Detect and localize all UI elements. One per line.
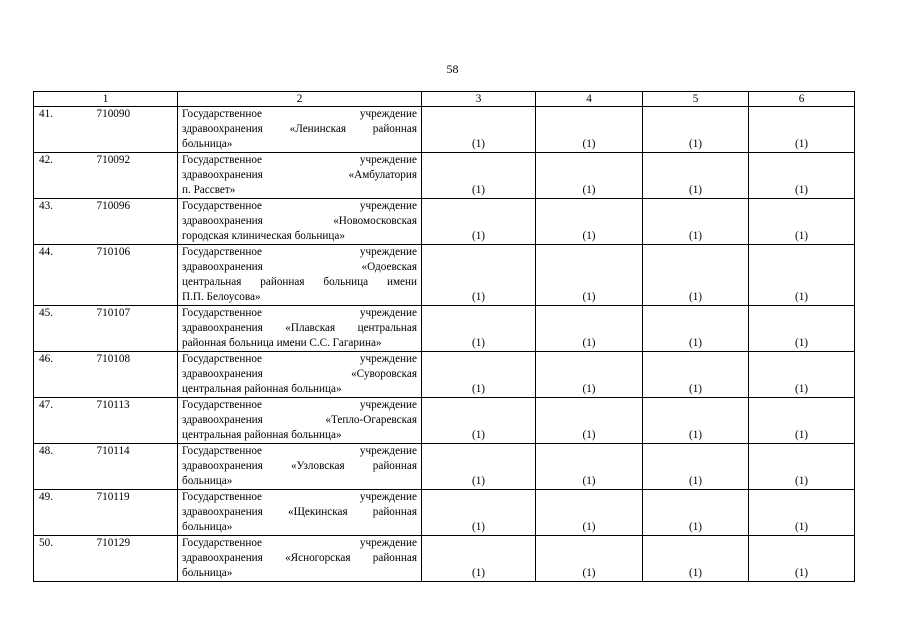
institution-name-line: центральная районная больница имени [182,276,417,288]
institution-code: 710113 [97,398,178,444]
value-cell-4: (1) [536,444,643,490]
value-cell-3: (1) [422,352,536,398]
value-cell-3: (1) [422,245,536,306]
institution-code: 710108 [97,352,178,398]
institution-name-line: П.П. Белоусова» [182,291,261,303]
institution-name-line: центральная районная больница» [182,383,342,395]
institution-code: 710114 [97,444,178,490]
institution-name-line: здравоохранения «Суворовская [182,368,417,380]
table-row [34,352,855,398]
value-cell-5: (1) [643,153,749,199]
institution-code: 710107 [97,306,178,352]
value-cell-4: (1) [536,199,643,245]
row-number: 42. [34,153,97,199]
institution-name-line: Государственное учреждение [182,445,417,457]
institution-name-line: Государственное учреждение [182,353,417,365]
value-cell-3: (1) [422,444,536,490]
institution-name-line: больница» [182,521,233,533]
row-number: 46. [34,352,97,398]
value-cell-5: (1) [643,107,749,153]
institutions-table [33,91,855,582]
institution-name-line: здравоохранения «Новомосковская [182,215,417,227]
table-row [34,536,855,582]
column-header-1: 1 [34,92,178,107]
value-cell-4: (1) [536,352,643,398]
table-row [34,199,855,245]
institution-name-line: Государственное учреждение [182,154,417,166]
institution-code: 710129 [97,536,178,582]
value-cell-6: (1) [749,398,855,444]
institution-name-line: здравоохранения «Амбулатория [182,169,417,181]
institution-code: 710092 [97,153,178,199]
table-header-row [34,92,855,107]
institution-name-line: Государственное учреждение [182,307,417,319]
value-cell-3: (1) [422,490,536,536]
row-number: 45. [34,306,97,352]
institution-code: 710119 [97,490,178,536]
row-number: 50. [34,536,97,582]
value-cell-4: (1) [536,245,643,306]
value-cell-6: (1) [749,536,855,582]
institution-name-line: больница» [182,138,233,150]
value-cell-5: (1) [643,490,749,536]
institution-name [178,107,422,153]
institution-name [178,444,422,490]
page-number: 58 [446,62,459,76]
value-cell-3: (1) [422,306,536,352]
institution-name-line: больница» [182,475,233,487]
column-header-2: 2 [178,92,422,107]
institution-code: 710096 [97,199,178,245]
value-cell-6: (1) [749,490,855,536]
institution-name-line: Государственное учреждение [182,537,417,549]
value-cell-3: (1) [422,107,536,153]
institution-name-line: здравоохранения «Узловская районная [182,460,417,472]
institution-name-line: больница» [182,567,233,579]
institution-name-line: районная больница имени С.С. Гагарина» [182,337,382,349]
table-row [34,107,855,153]
row-number: 48. [34,444,97,490]
institution-name-line: городская клиническая больница» [182,230,345,242]
value-cell-4: (1) [536,107,643,153]
institution-name-line: Государственное учреждение [182,108,417,120]
institution-name-line: п. Рассвет» [182,184,236,196]
value-cell-6: (1) [749,199,855,245]
table-row [34,490,855,536]
row-number: 43. [34,199,97,245]
value-cell-4: (1) [536,306,643,352]
institution-code: 710106 [97,245,178,306]
value-cell-3: (1) [422,398,536,444]
institution-name [178,490,422,536]
institution-name-line: Государственное учреждение [182,246,417,258]
value-cell-6: (1) [749,306,855,352]
value-cell-5: (1) [643,352,749,398]
column-header-4: 4 [536,92,643,107]
institution-name [178,398,422,444]
value-cell-4: (1) [536,153,643,199]
value-cell-5: (1) [643,398,749,444]
value-cell-3: (1) [422,536,536,582]
value-cell-5: (1) [643,245,749,306]
column-header-3: 3 [422,92,536,107]
institution-name [178,352,422,398]
institution-name-line: Государственное учреждение [182,399,417,411]
value-cell-6: (1) [749,444,855,490]
institution-name-line: здравоохранения «Тепло-Огаревская [182,414,417,426]
institution-name-line: Государственное учреждение [182,491,417,503]
value-cell-5: (1) [643,444,749,490]
value-cell-5: (1) [643,199,749,245]
value-cell-4: (1) [536,398,643,444]
institution-name [178,199,422,245]
institution-name-line: здравоохранения «Одоевская [182,261,417,273]
row-number: 41. [34,107,97,153]
value-cell-4: (1) [536,490,643,536]
institution-name-line: здравоохранения «Щекинская районная [182,506,417,518]
value-cell-3: (1) [422,153,536,199]
row-number: 49. [34,490,97,536]
value-cell-4: (1) [536,536,643,582]
institution-name [178,306,422,352]
value-cell-6: (1) [749,245,855,306]
institution-name-line: центральная районная больница» [182,429,342,441]
value-cell-3: (1) [422,199,536,245]
table-row [34,306,855,352]
institution-name-line: здравоохранения «Плавская центральная [182,322,417,334]
value-cell-5: (1) [643,536,749,582]
column-header-5: 5 [643,92,749,107]
value-cell-6: (1) [749,153,855,199]
institution-name [178,245,422,306]
institution-name [178,536,422,582]
table-row [34,153,855,199]
column-header-6: 6 [749,92,855,107]
table-row [34,398,855,444]
institution-name [178,153,422,199]
institution-name-line: здравоохранения «Ясногорская районная [182,552,417,564]
row-number: 47. [34,398,97,444]
institution-code: 710090 [97,107,178,153]
value-cell-6: (1) [749,352,855,398]
table-row [34,245,855,306]
table-row [34,444,855,490]
row-number: 44. [34,245,97,306]
institution-name-line: Государственное учреждение [182,200,417,212]
value-cell-6: (1) [749,107,855,153]
institution-name-line: здравоохранения «Ленинская районная [182,123,417,135]
value-cell-5: (1) [643,306,749,352]
